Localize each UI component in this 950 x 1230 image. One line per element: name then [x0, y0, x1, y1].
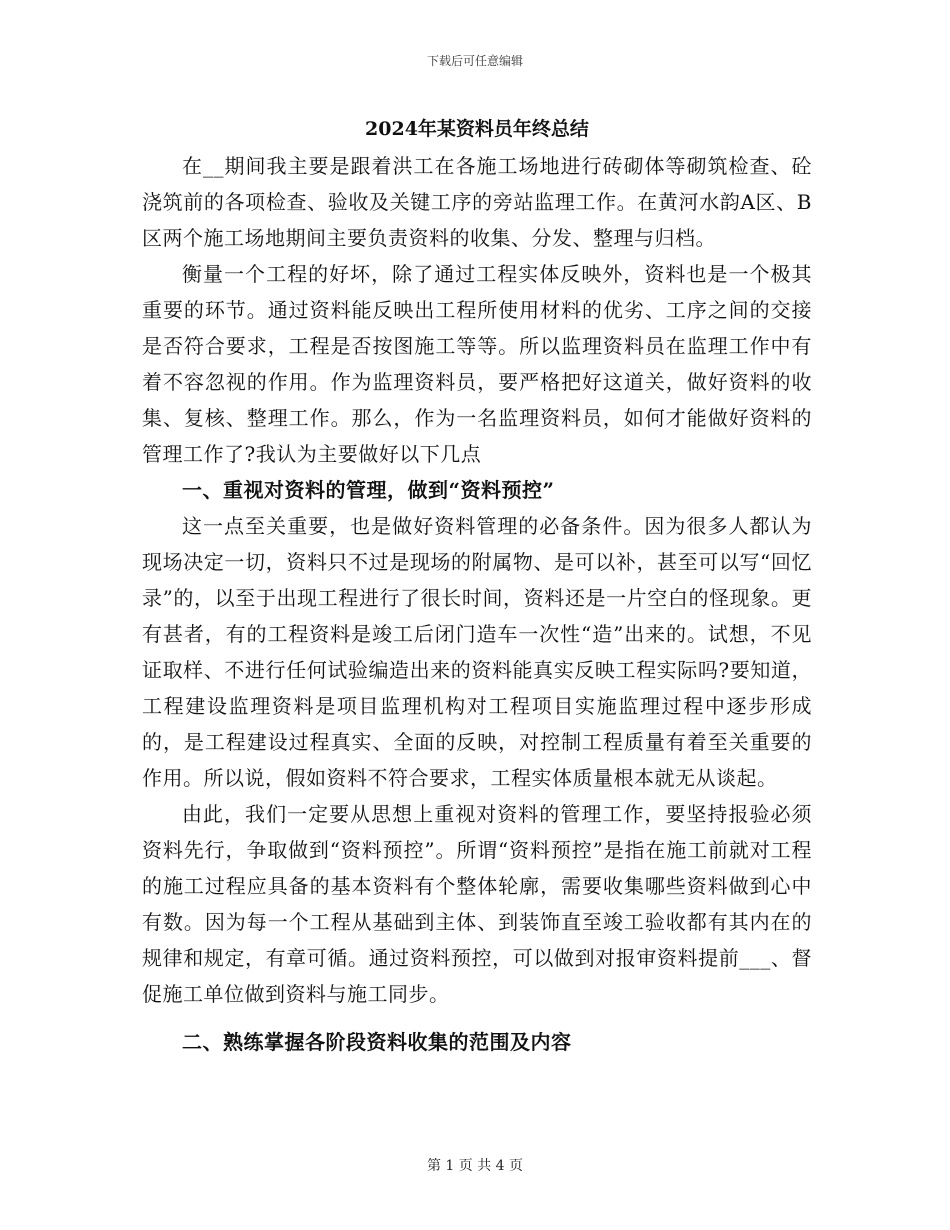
document-body — [142, 110, 812, 1060]
document-title: 2024年某资料员年终总结 — [365, 118, 589, 140]
page-header: 下载后可任意编辑 — [426, 54, 523, 68]
section-heading-2: 二、熟练掌握各阶段资料收集的范围及内容 — [182, 1030, 572, 1054]
paragraph-section-1a: 这一点至关重要，也是做好资料管理的必备条件。因为很多人都认为现场决定一切，资料只不过是现场的附属物、是可以补，甚至可以写“回忆录”的，以至于出现工程进行了很长时间，资料还是一片空白的怪现象。更有甚者，有的工程资料是竣工后闭门造车一次性“造”出来的。试想，不见证取样、不进行任何试验编造出来的资料能真实反映工程实际吗?要知道，工程建设监理资料是项目监理机构对工程项目实施监理过程中逐步形成的，是工程建设过程真实、全面的反映，对控制工程质量有着至关重要的作用。所以说，假如资料不符合要求，工程实体质量根本就无从谈起。 — [142, 514, 812, 790]
section-gap — [142, 1012, 812, 1024]
paragraph-importance: 衡量一个工程的好坏，除了通过工程实体反映外，资料也是一个极其重要的环节。通过资料能反映出工程所使用材料的优劣、工序之间的交接是否符合要求，工程是否按图施工等等。所以监理资料员在监理工作中有着不容忽视的作用。作为监理资料员，要严格把好这道关，做好资料的收集、复核、整理工作。那么，作为一名监理资料员，如何才能做好资料的管理工作了?我认为主要做好以下几点 — [142, 262, 812, 466]
section-heading-1: 一、重视对资料的管理，做到“资料预控” — [182, 478, 555, 502]
paragraph-section-1b: 由此，我们一定要从思想上重视对资料的管理工作，要坚持报验必须资料先行，争取做到“资料预控”。所谓“资料预控”是指在施工前就对工程的施工过程应具备的基本资料有个整体轮廓，需要收集哪些资料做到心中有数。因为每一个工程从基础到主体、到装饰直至竣工验收都有其内在的规律和规定，有章可循。通过资料预控，可以做到对报审资料提前___、督促施工单位做到资料与施工同步。 — [142, 802, 812, 1006]
paragraph-intro: 在__期间我主要是跟着洪工在各施工场地进行砖砌体等砌筑检查、砼浇筑前的各项检查、验收及关键工序的旁站监理工作。在黄河水韵A区、B区两个施工场地期间主要负责资料的收集、分发、整理与归档。 — [142, 154, 812, 250]
page-footer: 第 1 页 共 4 页 — [426, 1158, 524, 1174]
